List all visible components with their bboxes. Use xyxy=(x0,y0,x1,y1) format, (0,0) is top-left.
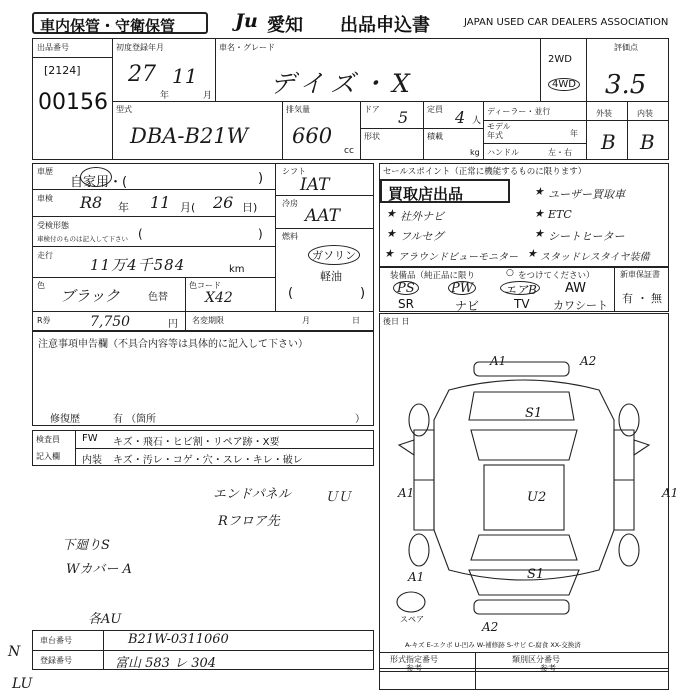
damage-label: A1 xyxy=(408,570,425,584)
score-label: 評価点 xyxy=(614,43,638,52)
footer-ref: 参考 xyxy=(406,664,422,673)
form-subtitle: JAPAN USED CAR DEALERS ASSOCIATION xyxy=(464,17,669,28)
repair-place: （箇所 xyxy=(126,414,156,425)
margin-lu: LU xyxy=(12,676,33,692)
inspection-era: R8 xyxy=(80,193,103,212)
plate-value: 富山 583 レ 304 xyxy=(115,656,217,671)
plate-label: 登録番号 xyxy=(40,656,72,665)
shop-box xyxy=(380,179,510,203)
equip-circle xyxy=(500,281,540,295)
deadline-label: 名変期限 xyxy=(192,316,224,325)
recycle-value: 7,750 xyxy=(90,314,131,330)
rear-label: 後日 日 xyxy=(383,317,410,326)
drive-4wd: 4WD xyxy=(548,78,580,91)
legend-text: A-キズ E-エクボ U-凹み W-補修跡 S-サビ C-腐食 XX-交換済 xyxy=(405,641,581,649)
star-mark-icon: ★ xyxy=(527,247,537,260)
capacity-label: 定員 xyxy=(427,105,443,114)
fuel-label: 燃料 xyxy=(282,232,298,241)
model-year-label: モデル 年式 xyxy=(487,122,511,140)
repair-has: 有 xyxy=(113,414,123,425)
equip-tv: TV xyxy=(514,297,530,311)
repair-close: ） xyxy=(355,414,365,425)
logo-mark: Ju xyxy=(235,10,258,32)
inspector-int: 内装 xyxy=(82,455,102,466)
lot-bracket: [2124] xyxy=(44,64,81,77)
score-value: 3.5 xyxy=(605,70,647,100)
star-mark-icon: ★ xyxy=(386,227,396,240)
sales-point: フルセグ xyxy=(400,230,444,243)
sales-point: ユーザー買取車 xyxy=(548,188,625,201)
logo xyxy=(235,10,340,36)
fuel-paren: ( xyxy=(288,286,294,301)
damage-label: S1 xyxy=(527,567,545,582)
hw-line1b: ＵＵ xyxy=(325,490,352,505)
damage-label: A1 xyxy=(398,486,415,500)
equip-circle xyxy=(393,281,419,295)
inspector-fw-items: キズ・飛石・ヒビ割・リペア跡・X要 xyxy=(113,437,280,448)
form-title: 出品申込書 xyxy=(340,15,430,36)
star-mark-icon: ★ xyxy=(384,247,394,260)
inspector-int-items: キズ・汚レ・コゲ・穴・スレ・キレ・破レ xyxy=(113,455,303,466)
dealer-label: ディーラー・並行 xyxy=(487,107,551,116)
sales-point: シートヒーター xyxy=(548,230,625,243)
stamp-text: 車内保管・守衛保管 xyxy=(40,17,176,35)
warranty-no: 無 xyxy=(651,292,662,305)
receive-label: 受検形態 xyxy=(37,221,69,230)
equip-airbag: エアB xyxy=(504,283,537,297)
inspection-label: 車検 xyxy=(37,194,53,203)
first-reg-label: 初度登録年月 xyxy=(116,43,164,52)
equip-sr: SR xyxy=(398,297,414,311)
equip-aw: AW xyxy=(565,281,587,296)
hw-line1: エンドパネル xyxy=(213,487,291,502)
color-code-value: X42 xyxy=(205,290,233,306)
displacement-label: 排気量 xyxy=(286,105,310,114)
model-year-unit: 年 xyxy=(570,129,578,138)
equip-ps: PS xyxy=(397,281,415,296)
chassis-label: 車台番号 xyxy=(40,636,72,645)
drive-2wd: 2WD xyxy=(548,54,572,65)
interior-value: B xyxy=(640,130,655,154)
recycle-unit: 円 xyxy=(168,319,178,330)
capacity-value: 4 xyxy=(455,108,466,127)
star-mark-icon: ★ xyxy=(534,227,544,240)
margin-n: N xyxy=(8,644,21,660)
fuel-diesel: 軽油 xyxy=(320,270,342,283)
model-value: デイズ・X xyxy=(270,69,416,98)
sales-point: アラウンドビューモニター xyxy=(398,252,518,263)
sales-point: ETC xyxy=(548,208,572,221)
displacement-value: 660 xyxy=(292,124,333,148)
model-label: 車名・グレード xyxy=(219,43,275,52)
star-mark-icon: ★ xyxy=(386,207,396,220)
load-unit: kg xyxy=(470,148,480,157)
sales-point: スタッドレスタイヤ装備 xyxy=(540,252,650,263)
recycle-label: R券 xyxy=(37,316,51,325)
history-close: ) xyxy=(258,171,264,186)
mileage-label: 走行 xyxy=(37,251,53,260)
exterior-value: B xyxy=(601,130,616,154)
damage-label: A1 xyxy=(662,486,679,500)
warranty-yes: 有 xyxy=(622,292,633,305)
footer-f2: 類別区分番号 xyxy=(512,655,560,664)
shape-label: 形状 xyxy=(364,132,380,141)
equip-seat: カワシート xyxy=(553,299,608,312)
footer-f1: 形式指定番号 xyxy=(390,655,438,664)
inspector-fw: FW xyxy=(82,433,98,444)
color-exchange: 色替 xyxy=(148,292,168,303)
history-value: 自家用・( xyxy=(70,175,128,190)
hw-line2: Rフロア先 xyxy=(218,514,280,529)
spare-label: スペア xyxy=(400,615,424,624)
history-circle xyxy=(80,167,112,187)
interior-label: 内装 xyxy=(637,109,653,118)
cooling-label: 冷房 xyxy=(282,199,298,208)
receive-note: 車検付のものは記入して下さい xyxy=(37,235,128,243)
equipment-header2: をつけてください） xyxy=(518,271,595,281)
inspection-y: 年 xyxy=(118,201,129,214)
equip-circle xyxy=(448,281,476,295)
notes-label: 注意事項申告欄（不具合内容等は具体的に記入して下さい） xyxy=(38,339,308,350)
damage-label: A2 xyxy=(580,354,597,368)
footer-ref2: 参考 xyxy=(540,664,556,673)
year-unit: 年 xyxy=(160,91,170,101)
warranty-sep: ・ xyxy=(637,292,648,305)
hw-line3: 下廻りS xyxy=(62,538,110,553)
damage-label: U2 xyxy=(527,490,547,505)
hw-line4: Wカバー A xyxy=(66,562,132,577)
equipment-header: 装備品（純正品に限り xyxy=(390,271,476,281)
chassis-value: B21W-0311060 xyxy=(128,632,229,647)
inspection-year: 11 xyxy=(150,193,171,212)
doors-label: ドア xyxy=(364,105,380,114)
fuel-gas: ガソリン xyxy=(308,245,360,265)
inspection-m: 月( xyxy=(180,201,196,214)
handle-label: ハンドル xyxy=(487,148,519,157)
shift-value: IAT xyxy=(300,175,330,195)
first-reg-month: 11 xyxy=(172,64,198,88)
logo-text: 愛知 xyxy=(267,15,303,36)
stamp-box xyxy=(32,12,208,34)
fuel-paren-close: ) xyxy=(360,286,366,301)
color-value: ブラック xyxy=(60,287,120,305)
history-label: 車歴 xyxy=(37,167,53,176)
sales-header: セールスポイント（正常に機能するものに限ります） xyxy=(383,167,587,177)
shop-text: 買取店出品 xyxy=(388,185,464,203)
month-unit: 月 xyxy=(203,91,213,101)
color-code-label: 色コード xyxy=(189,281,221,290)
damage-label: A2 xyxy=(482,620,499,634)
star-mark-icon: ★ xyxy=(534,207,544,220)
damage-label: S1 xyxy=(525,406,543,421)
deadline-d: 日 xyxy=(352,316,360,325)
inspection-d: 日) xyxy=(242,201,258,214)
repair-label: 修復歴 xyxy=(50,414,80,425)
type-value: DBA-B21W xyxy=(130,124,249,148)
mileage-unit: km xyxy=(229,264,245,275)
damage-label: A1 xyxy=(490,354,507,368)
capacity-unit: 人 xyxy=(472,116,482,126)
equip-navi: ナビ xyxy=(455,299,480,313)
shift-label: シフト xyxy=(282,167,306,176)
sales-point: 社外ナビ xyxy=(400,210,444,223)
cooling-value: AAT xyxy=(305,206,340,226)
lot-label: 出品番号 xyxy=(37,43,69,52)
handle-lr: 左・右 xyxy=(548,148,572,157)
star-mark-icon: ★ xyxy=(534,185,544,198)
load-label: 積載 xyxy=(427,132,443,141)
deadline-m: 月 xyxy=(302,316,310,325)
inspector-label2: 記入欄 xyxy=(36,452,60,461)
first-reg-year: 27 xyxy=(128,62,156,87)
inspection-day: 26 xyxy=(213,193,234,212)
exterior-label: 外装 xyxy=(596,109,612,118)
hw-line5: 各AU xyxy=(88,612,122,627)
type-label: 型式 xyxy=(116,105,132,114)
inspector-label1: 検査員 xyxy=(36,435,60,444)
receive-open: ( xyxy=(138,227,143,241)
color-label: 色 xyxy=(37,281,45,290)
receive-close: ) xyxy=(258,227,263,241)
equip-pw: PW xyxy=(451,281,474,296)
car-diagram xyxy=(379,330,669,630)
equipment-circle-icon: ○ xyxy=(506,268,514,278)
warranty-label: 新車保証書 xyxy=(620,270,660,279)
lot-number: 00156 xyxy=(38,90,108,115)
mileage-value: 11万4千584 xyxy=(90,256,186,274)
displacement-unit: cc xyxy=(344,146,354,156)
doors-value: 5 xyxy=(398,108,409,127)
